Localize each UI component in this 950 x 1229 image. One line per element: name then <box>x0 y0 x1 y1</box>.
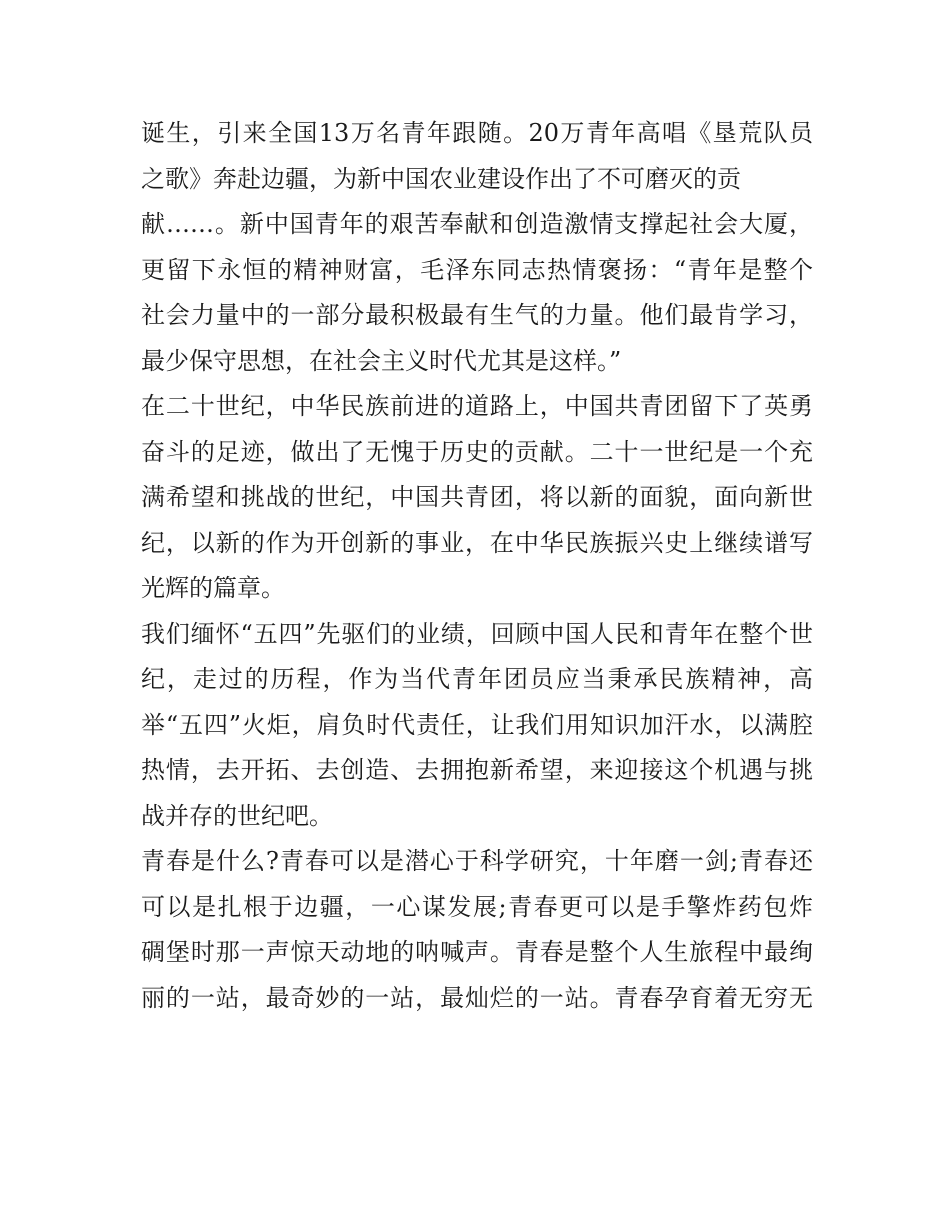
text-line: 举“五四”火炬，肩负时代责任，让我们用知识加汗水，以满腔 <box>141 710 813 739</box>
text-line: 诞生，引来全国13万名青年跟随。20万青年高唱《垦荒队员 <box>141 119 813 147</box>
text-line: 我们缅怀“五四”先驱们的业绩，回顾中国人民和青年在整个世 <box>141 619 813 648</box>
body-text <box>141 111 813 1021</box>
text-line: 战并存的世纪吧。 <box>141 801 333 830</box>
text-line: 丽的一站，最奇妙的一站，最灿烂的一站。青春孕育着无穷无 <box>141 983 813 1012</box>
text-line: 最少保守思想，在社会主义时代尤其是这样。” <box>141 346 622 375</box>
text-line: 奋斗的足迹，做出了无愧于历史的贡献。二十一世纪是一个充 <box>141 437 813 466</box>
text-line: 社会力量中的一部分最积极最有生气的力量。他们最肯学习， <box>141 301 813 329</box>
text-line: 之歌》奔赴边疆，为新中国农业建设作出了不可磨灭的贡 <box>141 164 741 193</box>
text-line: 献……。新中国青年的艰苦奉献和创造激情支撑起社会大厦， <box>141 210 813 238</box>
text-line: 光辉的篇章。 <box>141 574 285 602</box>
text-line: 更留下永恒的精神财富，毛泽东同志热情褒扬：“青年是整个 <box>141 255 813 284</box>
text-line: 满希望和挑战的世纪，中国共青团，将以新的面貌，面向新世 <box>141 483 813 511</box>
text-line: 纪，以新的作为开创新的事业，在中华民族振兴史上继续谱写 <box>141 528 813 557</box>
text-line: 青春是什么?青春可以是潜心于科学研究，十年磨一剑;青春还 <box>141 847 813 875</box>
text-line: 在二十世纪，中华民族前进的道路上，中国共青团留下了英勇 <box>141 392 813 420</box>
text-line: 碉堡时那一声惊天动地的呐喊声。青春是整个人生旅程中最绚 <box>141 938 813 966</box>
text-line: 热情，去开拓、去创造、去拥抱新希望，来迎接这个机遇与挑 <box>141 756 813 784</box>
text-line: 可以是扎根于边疆，一心谋发展;青春更可以是手擎炸药包炸 <box>141 892 813 921</box>
text-line: 纪，走过的历程，作为当代青年团员应当秉承民族精神，高 <box>141 665 813 693</box>
